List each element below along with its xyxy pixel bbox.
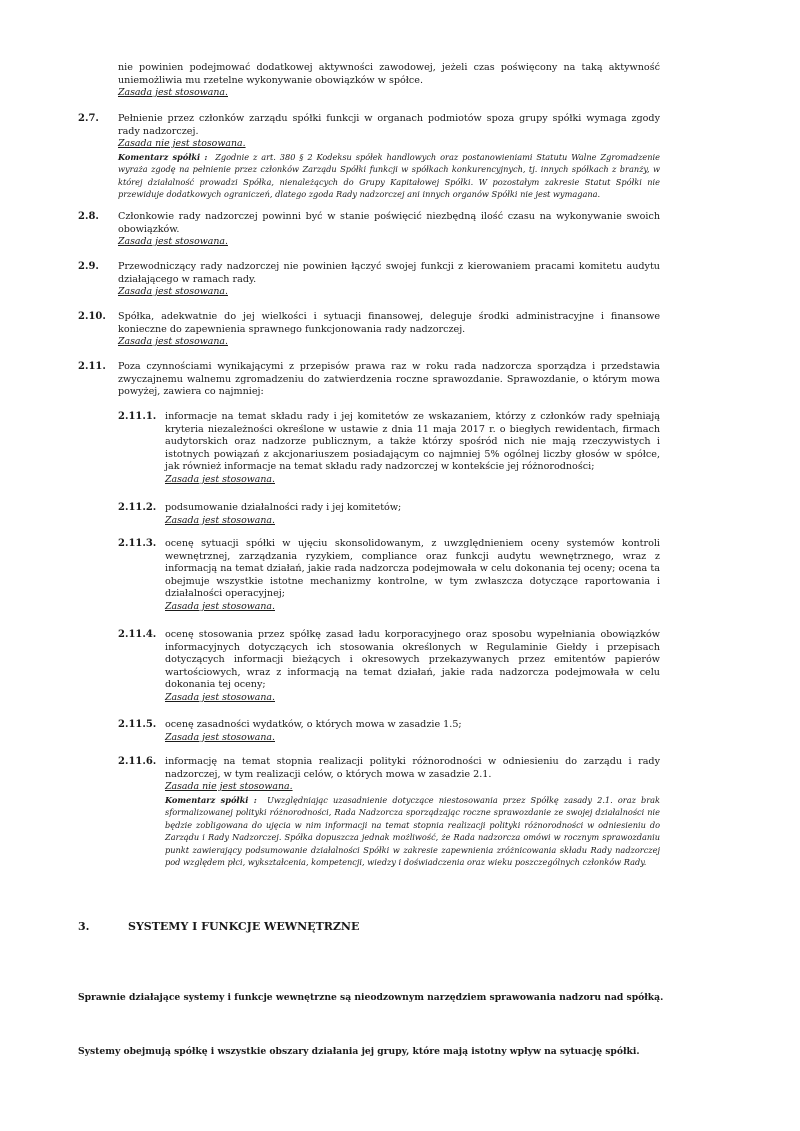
intro-text: nie powinien podejmować dodatkowej aktywności zawodowej, jeżeli czas poświęcony na taką aktywność uniemożliwia mu rzetelne wykonywanie obowiązków w spółce. <box>118 62 660 86</box>
status-label: Zasada nie jest stosowana. <box>118 138 246 150</box>
status-label: Zasada jest stosowana. <box>165 691 275 703</box>
rule-number: 2.11.6. <box>118 756 157 767</box>
rule-text: Członkowie rady nadzorczej powinni być w stanie poświęcić niezbędną ilość czasu na wykonywanie swoich obowiązków. <box>118 211 660 235</box>
rule-text: informacje na temat składu rady i jej komitetów ze wskazaniem, którzy z członków rady spełniają kryteria niezależności określone w ustawie z dnia 11 maja 2017 r. o biegłych rewidentach, firmach audytorskich oraz nadzorze publicznym, a także którzy spośród nich nie mają rzeczywistych i istotnych powiązań z akcjonariuszem posiadającym co najmniej 5% ogólnej liczby głosów w spółce, jak również informacje na temat składu rady nadzorczej w kontekście jej różnorodności; <box>165 411 660 473</box>
intro-paragraph <box>78 62 660 100</box>
rule-2-8 <box>78 211 660 249</box>
status-label: Zasada jest stosowana. <box>165 600 275 612</box>
rule-2-11-2 <box>118 502 660 527</box>
status-label: Zasada jest stosowana. <box>118 87 228 99</box>
company-comment <box>165 794 660 869</box>
company-comment <box>118 151 660 201</box>
rule-number: 2.8. <box>78 211 99 222</box>
section-number: 3. <box>78 920 90 933</box>
status-label: Zasada jest stosowana. <box>118 236 228 248</box>
rule-number: 2.11.5. <box>118 719 157 730</box>
status-label: Zasada jest stosowana. <box>165 731 275 743</box>
rule-number: 2.9. <box>78 261 99 272</box>
rule-2-11-5 <box>118 719 660 744</box>
rule-2-11-1 <box>118 411 660 487</box>
rule-number: 2.11.1. <box>118 411 157 422</box>
status-label: Zasada jest stosowana. <box>118 286 228 298</box>
rule-text: ocenę sytuacji spółki w ujęciu skonsolidowanym, z uwzględnieniem oceny systemów kontroli wewnętrznej, zarządzania ryzykiem, compliance oraz funkcji audytu wewnętrznego, wraz z informacją na temat działań, jakie rada nadzorcza podejmowała w celu dokonania tej oceny; ocena ta obejmuje wszystkie istotne mechanizmy kontrolne, w tym zwłaszcza dotyczące raportowania i działalności operacyjnej; <box>165 538 660 600</box>
rule-2-11-3 <box>118 538 660 614</box>
rule-2-11 <box>78 361 660 399</box>
comment-text: Uwzględniając uzasadnienie dotyczące niestosowania przez Spółkę zasady 2.1. oraz brak sformalizowanej polityki różnorodności, Rada Nadzorcza sporządzając roczne sprawozdanie ze swojej działalności nie będzie zobligowana do ujęcia w nim informacji na temat stopnia realizacji polityki różnorodności w odniesieniu do Zarządu i Rady Nadzorczej. Spółka dopuszcza jednak możliwość, że Rada nadzorcza omówi w rocznym sprawozdaniu punkt zawierający podsumowanie działalności Spółki w zakresie zapewnienia zróżnicowania składu Rady nadzorczej pod względem płci, wykształcenia, kompetencji, wiedzy i doświadczenia oraz wieku poszczególnych członków Rady. <box>165 794 660 868</box>
comment-text: Zgodnie z art. 380 § 2 Kodeksu spółek handlowych oraz postanowieniami Statutu Walne Zgromadzenie wyraża zgodę na pełnienie przez członków Zarządu Spółki funkcji w spółkach konkurencyjnych, tj. innych spółkach z branży, w której działalność prowadzi Spółka, nienależących do Grupy Kapitałowej Spółki. W pozostałym zakresie Statut Spółki nie przewiduje dodatkowych ograniczeń, dlatego zgoda Rady nadzorczej ani innych organów Spółki nie jest wymagana. <box>118 151 660 200</box>
status-label: Zasada jest stosowana. <box>165 473 275 485</box>
rule-text: podsumowanie działalności rady i jej komitetów; <box>165 502 402 513</box>
comment-label: Komentarz spółki : <box>165 794 257 805</box>
comment-label: Komentarz spółki : <box>118 151 208 162</box>
rule-text: Spółka, adekwatnie do jej wielkości i sytuacji finansowej, deleguje środki administracyjne i finansowe konieczne do zapewnienia sprawnego funkcjonowania rady nadzorczej. <box>118 311 660 335</box>
rule-number: 2.11.3. <box>118 538 157 549</box>
rule-number: 2.11.2. <box>118 502 157 513</box>
rule-text: ocenę zasadności wydatków, o których mowa w zasadzie 1.5; <box>165 719 462 730</box>
status-label: Zasada nie jest stosowana. <box>165 781 293 793</box>
rule-text: ocenę stosowania przez spółkę zasad ładu korporacyjnego oraz sposobu wypełniania obowiązków informacyjnych dotyczących ich stosowania określonych w Regulaminie Giełdy i przepisach dotyczących informacji bieżących i okresowych przekazywanych przez emitentów papierów wartościowych, wraz z informacją na temat działań, jakie rada nadzorcza podejmowała w celu dokonania tej oceny; <box>165 629 660 691</box>
rule-2-7 <box>78 113 660 201</box>
rule-2-11-6 <box>118 756 660 869</box>
rule-2-11-4 <box>118 629 660 705</box>
status-label: Zasada jest stosowana. <box>165 514 275 526</box>
rule-text: Przewodniczący rady nadzorczej nie powinien łączyć swojej funkcji z kierowaniem pracami komitetu audytu działającego w ramach rady. <box>118 261 660 285</box>
rule-number: 2.11. <box>78 361 106 372</box>
rule-number: 2.10. <box>78 311 106 322</box>
rule-number: 2.7. <box>78 113 99 124</box>
section-paragraph: Systemy obejmują spółkę i wszystkie obszary działania jej grupy, które mają istotny wpływ na sytuację spółki. <box>78 1046 640 1057</box>
rule-number: 2.11.4. <box>118 629 157 640</box>
section-title: SYSTEMY I FUNKCJE WEWNĘTRZNE <box>128 920 360 933</box>
status-label: Zasada jest stosowana. <box>118 336 228 348</box>
rule-2-10 <box>78 311 660 349</box>
rule-text: Poza czynnościami wynikającymi z przepisów prawa raz w roku rada nadzorcza sporządza i przedstawia zwyczajnemu walnemu zgromadzeniu do zatwierdzenia roczne sprawozdanie. Sprawozdanie, o którym mowa powyżej, zawiera co najmniej: <box>118 361 660 398</box>
rule-text: Pełnienie przez członków zarządu spółki funkcji w organach podmiotów spoza grupy spółki wymaga zgody rady nadzorczej. <box>118 113 660 137</box>
section-paragraph: Sprawnie działające systemy i funkcje wewnętrzne są nieodzownym narzędziem sprawowania nadzoru nad spółką. <box>78 992 664 1003</box>
rule-text: informację na temat stopnia realizacji polityki różnorodności w odniesieniu do zarządu i rady nadzorczej, w tym realizacji celów, o których mowa w zasadzie 2.1. <box>165 756 660 780</box>
rule-2-9 <box>78 261 660 299</box>
